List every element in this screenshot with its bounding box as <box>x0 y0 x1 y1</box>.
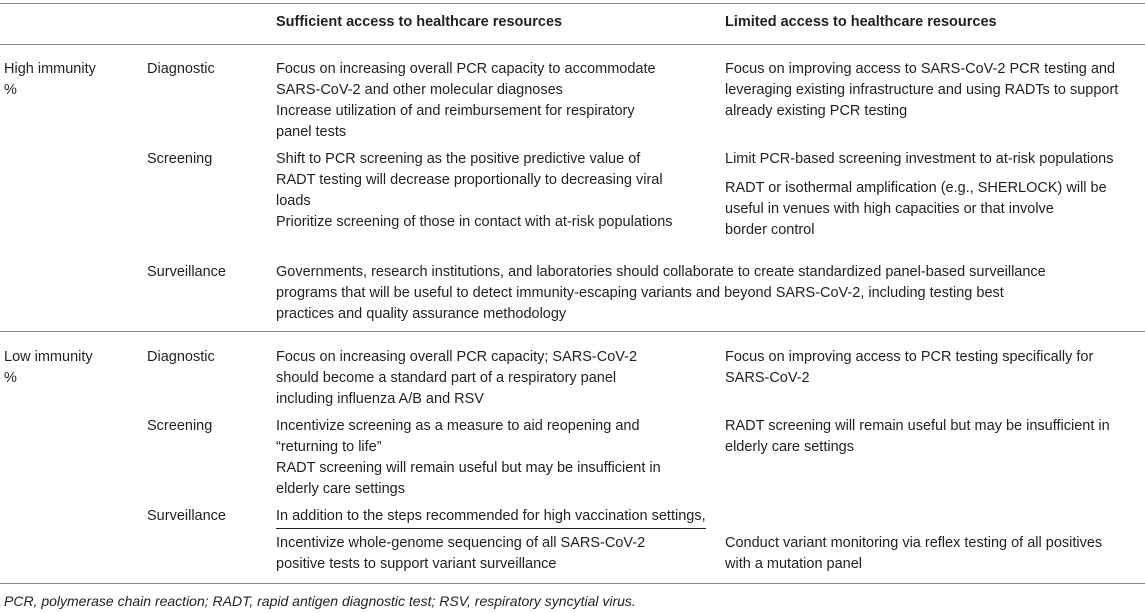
high-screening-limited: Limit PCR-based screening investment to at-risk populations RADT or isothermal amplification (e.g., SHERLOCK) will be useful in venues with high capacities or that involve border control <box>725 151 1114 238</box>
low-diagnostic-limited: Focus on improving access to PCR testing specifically for SARS-CoV-2 <box>725 349 1094 386</box>
rule-header <box>0 44 1145 45</box>
rule-top <box>0 3 1145 4</box>
row-label-low-immunity: Low immunity % <box>4 349 93 386</box>
low-surveillance-limited: Conduct variant monitoring via reflex testing of all positives with a mutation panel <box>725 535 1103 572</box>
high-surveillance-label: Surveillance <box>147 264 226 280</box>
rule-section <box>0 331 1145 332</box>
row-label-high-immunity: High immunity % <box>4 61 96 98</box>
high-screening-label: Screening <box>147 151 213 167</box>
high-screening-sufficient: Shift to PCR screening as the positive predictive value of RADT testing will decrease proportionally to decreasing viral loads Prioritize screening of those in contact with at-risk populations <box>276 151 673 230</box>
low-surveillance-label: Surveillance <box>147 508 226 524</box>
high-diagnostic-label: Diagnostic <box>147 61 215 77</box>
low-diagnostic-sufficient: Focus on increasing overall PCR capacity; SARS-CoV-2 should become a standard part of a respiratory panel including influenza A/B and RSV <box>276 349 638 407</box>
table-footnote: PCR, polymerase chain reaction; RADT, rapid antigen diagnostic test; RSV, respiratory syncytial virus. <box>4 593 636 609</box>
col-header-limited: Limited access to healthcare resources <box>725 14 997 30</box>
high-diagnostic-limited: Focus on improving access to SARS-CoV-2 PCR testing and leveraging existing infrastructure and using RADTs to support already existing PCR testing <box>725 61 1119 119</box>
low-diagnostic-label: Diagnostic <box>147 349 215 365</box>
rule-bottom <box>0 583 1145 584</box>
col-header-sufficient: Sufficient access to healthcare resources <box>276 14 563 30</box>
low-screening-sufficient: Incentivize screening as a measure to aid reopening and “returning to life” RADT screening will remain useful but may be insufficient in elderly care settings <box>276 418 661 497</box>
low-surveillance-intro: In addition to the steps recommended for high vaccination settings, <box>276 506 706 529</box>
low-screening-label: Screening <box>147 418 213 434</box>
low-screening-limited: RADT screening will remain useful but may be insufficient in elderly care settings <box>725 418 1110 455</box>
high-surveillance-text: Governments, research institutions, and laboratories should collaborate to create standardized panel-based surveillance programs that will be useful to detect immunity-escaping variants and beyond SARS-CoV-2, including testing best practices and quality assurance methodology <box>276 264 1046 322</box>
high-diagnostic-sufficient: Focus on increasing overall PCR capacity to accommodate SARS-CoV-2 and other molecular diagnoses Increase utilization of and reimbursement for respiratory panel tests <box>276 61 656 140</box>
low-surveillance-sufficient: Incentivize whole-genome sequencing of all SARS-CoV-2 positive tests to support variant surveillance <box>276 535 646 572</box>
